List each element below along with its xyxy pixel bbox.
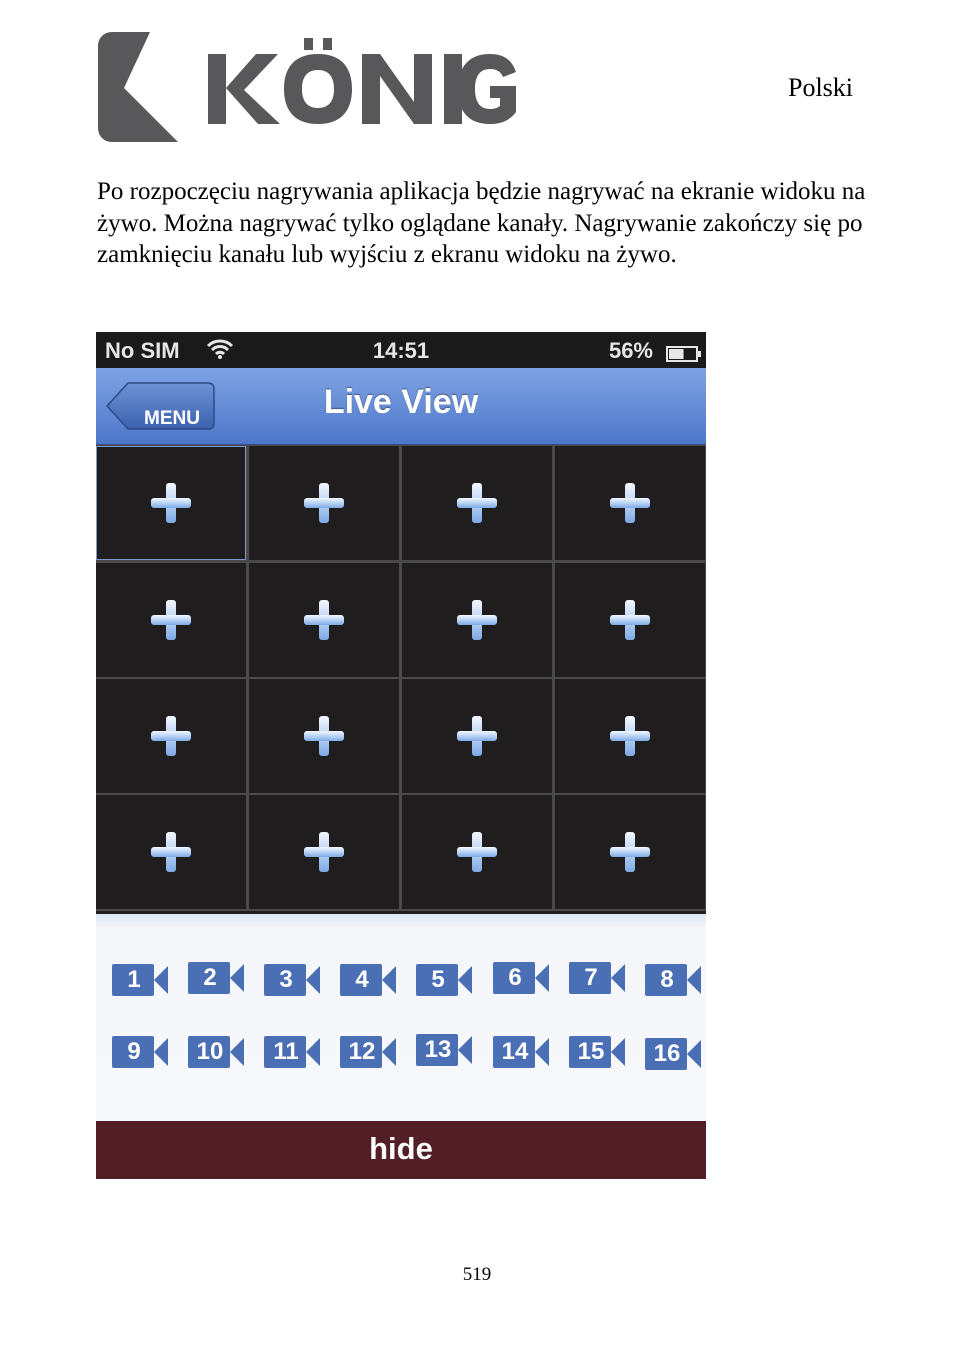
channel-number: 6 — [508, 964, 522, 991]
channel-number: 11 — [273, 1038, 299, 1065]
hide-button[interactable]: hide — [96, 1121, 706, 1179]
page-number: 519 — [462, 1264, 492, 1285]
live-view-grid — [96, 445, 706, 911]
app-screenshot — [96, 332, 706, 1179]
battery-percent: 56% — [608, 338, 653, 363]
channel-number: 2 — [203, 964, 217, 991]
add-plus-icon — [300, 828, 348, 876]
body-paragraph: Po rozpoczęciu nagrywania aplikacja będzie nagrywać na ekranie widoku na żywo. Można nagrywać tylko oglądane kanały. Nagrywanie zakończy się po zamknięciu kanału lub wyjściu z ekranu widoku na żywo. — [97, 178, 866, 268]
channel-camera-button[interactable] — [340, 1034, 396, 1070]
add-plus-icon — [147, 479, 195, 527]
language-label: Polski — [788, 73, 854, 102]
channel-slot[interactable] — [402, 679, 552, 793]
add-plus-icon — [453, 712, 501, 760]
status-bar — [96, 332, 706, 368]
add-plus-icon — [606, 712, 654, 760]
menu-button-label: MENU — [144, 408, 200, 429]
navigation-bar — [96, 368, 706, 445]
channel-number: 10 — [196, 1038, 224, 1065]
channel-slot[interactable] — [96, 679, 246, 793]
channel-camera-button[interactable] — [416, 962, 472, 998]
add-plus-icon — [606, 828, 654, 876]
channel-slot[interactable] — [402, 563, 552, 677]
channel-number: 13 — [424, 1036, 452, 1063]
add-plus-icon — [453, 828, 501, 876]
add-plus-icon — [147, 712, 195, 760]
channel-slot[interactable] — [555, 679, 705, 793]
add-plus-icon — [300, 596, 348, 644]
channel-camera-button[interactable] — [188, 1034, 244, 1070]
channel-slot[interactable] — [555, 446, 705, 560]
channel-number: 14 — [501, 1038, 529, 1065]
channel-number: 12 — [348, 1038, 376, 1065]
channel-slot[interactable] — [96, 795, 246, 909]
channel-camera-button[interactable] — [264, 1034, 320, 1070]
add-plus-icon — [300, 479, 348, 527]
add-plus-icon — [147, 828, 195, 876]
clock: 14:51 — [372, 338, 430, 363]
channel-slot[interactable] — [249, 795, 399, 909]
channel-camera-button[interactable] — [340, 962, 396, 998]
add-plus-icon — [300, 712, 348, 760]
channel-number: 8 — [660, 966, 674, 993]
screen-title: Live View — [323, 383, 479, 421]
channel-number: 1 — [127, 966, 141, 993]
add-plus-icon — [606, 596, 654, 644]
channel-slot[interactable] — [249, 563, 399, 677]
channel-camera-button[interactable] — [112, 962, 168, 998]
battery-icon — [666, 342, 702, 358]
channel-camera-button[interactable] — [645, 1036, 701, 1072]
channel-selector-panel — [96, 914, 706, 1121]
channel-camera-button[interactable] — [493, 960, 549, 996]
channel-camera-button[interactable] — [264, 962, 320, 998]
add-plus-icon — [606, 479, 654, 527]
channel-camera-button[interactable] — [416, 1032, 472, 1068]
add-plus-icon — [453, 596, 501, 644]
channel-number: 5 — [431, 966, 445, 993]
channel-slot[interactable] — [96, 446, 246, 560]
channel-slot[interactable] — [249, 679, 399, 793]
channel-slot[interactable] — [402, 446, 552, 560]
carrier-label: No SIM — [105, 338, 180, 363]
channel-number: 7 — [584, 964, 598, 991]
konig-logo — [98, 32, 518, 146]
add-plus-icon — [453, 479, 501, 527]
channel-number: 4 — [355, 966, 369, 993]
channel-number: 9 — [127, 1038, 141, 1065]
channel-number: 16 — [653, 1040, 681, 1067]
channel-camera-button[interactable] — [645, 962, 701, 998]
channel-number: 3 — [279, 966, 293, 993]
channel-camera-button[interactable] — [493, 1034, 549, 1070]
channel-slot[interactable] — [555, 795, 705, 909]
add-plus-icon — [147, 596, 195, 644]
channel-slot[interactable] — [96, 563, 246, 677]
channel-camera-button[interactable] — [112, 1034, 168, 1070]
channel-slot[interactable] — [555, 563, 705, 677]
channel-camera-button[interactable] — [569, 1034, 625, 1070]
channel-camera-button[interactable] — [188, 960, 244, 996]
channel-slot[interactable] — [249, 446, 399, 560]
channel-number: 15 — [577, 1038, 605, 1065]
channel-camera-button[interactable] — [569, 960, 625, 996]
channel-slot[interactable] — [402, 795, 552, 909]
